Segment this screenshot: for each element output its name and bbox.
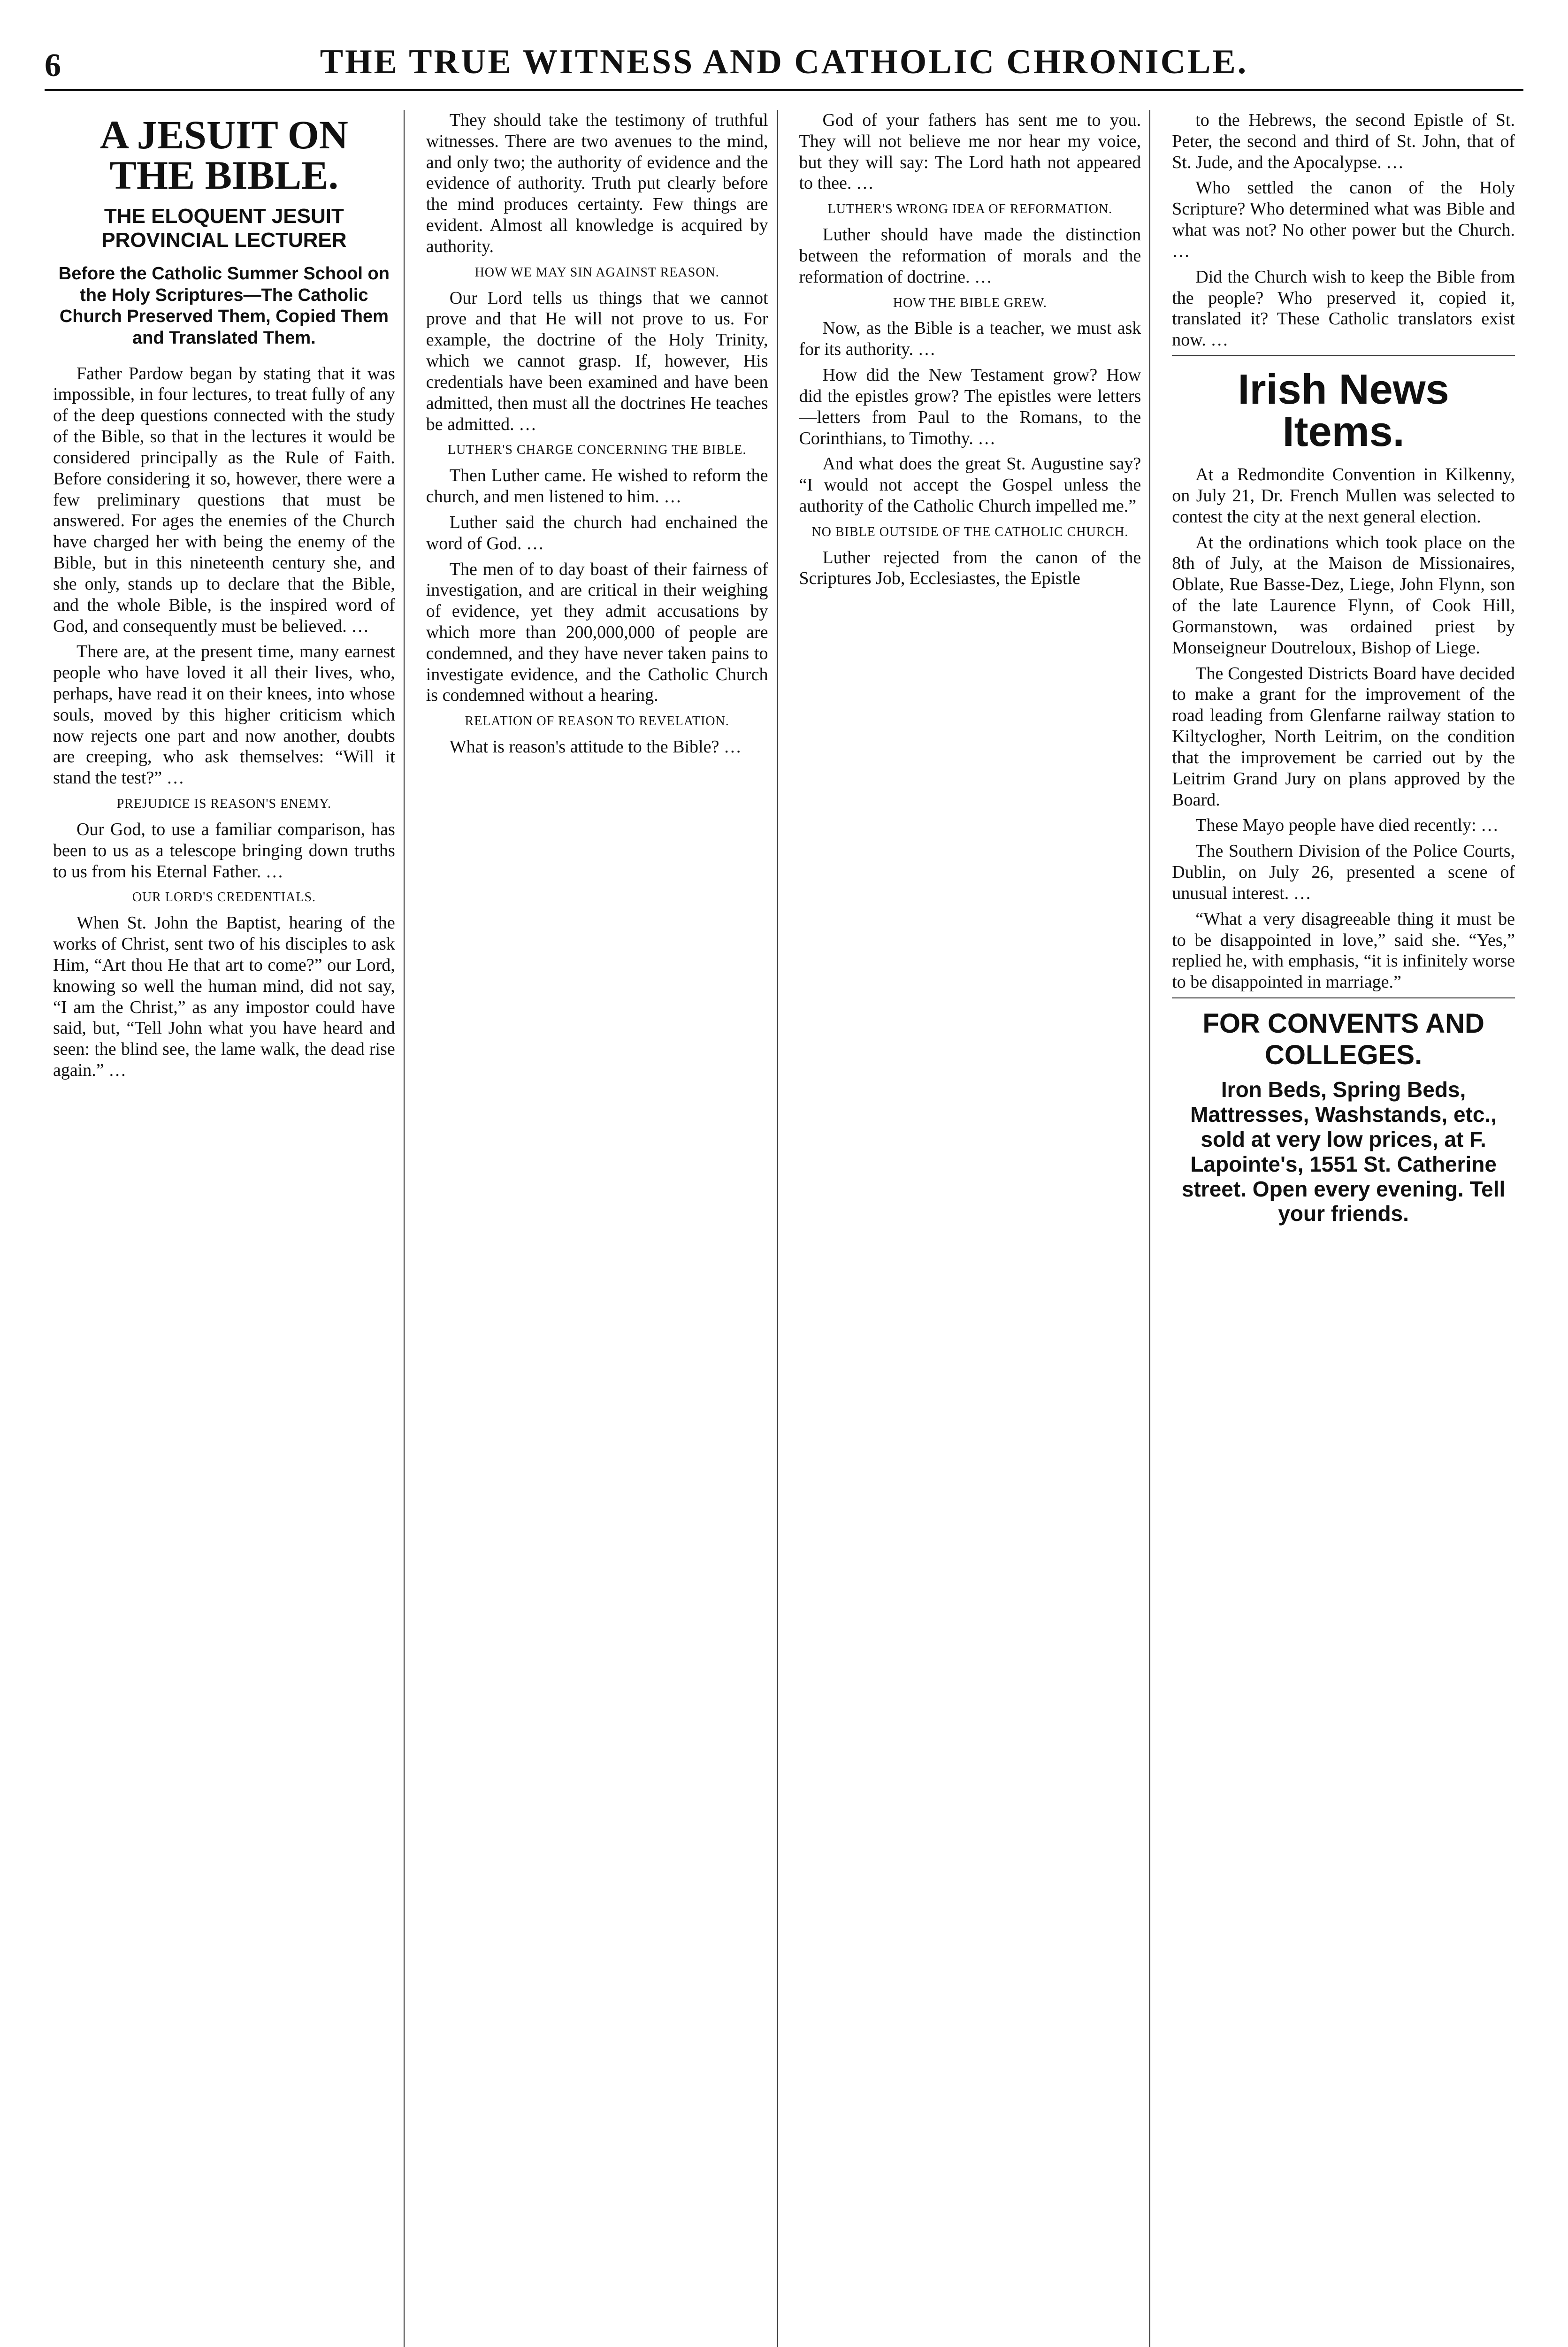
column-2 bbox=[418, 110, 778, 2347]
paragraph: Luther should have made the distinction between the reformation of morals and the reformation of doctrine. … bbox=[799, 225, 1141, 287]
article-col3-body bbox=[799, 110, 1141, 194]
news-item: At a Redmondite Convention in Kilkenny, on July 21, Dr. French Mullen was selected to contest the city at the next general election. bbox=[1172, 465, 1515, 527]
ad-heading: FOR CONVENTS AND COLLEGES. bbox=[1202, 1008, 1484, 1070]
article-col2-body-4 bbox=[426, 736, 768, 758]
columns bbox=[45, 110, 1523, 2347]
article-col1-body-2 bbox=[53, 819, 395, 882]
irish-news-heading: Irish News Items. bbox=[1238, 366, 1449, 456]
article-col3-body-3 bbox=[799, 318, 1141, 516]
paragraph: Father Pardow began by stating that it was impossible, in four lectures, to treat fully of any of the deep questions connected with the study of the Bible, so that in the lectures it would be considered principally as the Rule of Faith. Before considering it so, however, there were a few preliminary questions that must be answered. For ages the enemies of the Church have charged her with being the enemy of the Bible, but in this nineteenth century she, and she only, stands up to declare that the Bible, and the whole Bible, is the inspired word of God, and consequently must be believed. … bbox=[53, 363, 395, 636]
section-heading: HOW THE BIBLE GREW. bbox=[893, 295, 1047, 310]
article-col2-body bbox=[426, 110, 768, 257]
paragraph: God of your fathers has sent me to you. They will not believe me nor hear my voice, but they will say: The Lord hath not appeared to thee. … bbox=[799, 110, 1141, 193]
section-heading: NO BIBLE OUTSIDE OF THE CATHOLIC CHURCH. bbox=[811, 524, 1129, 539]
section-heading: HOW WE MAY SIN AGAINST REASON. bbox=[474, 265, 719, 280]
column-1 bbox=[45, 110, 405, 2347]
news-item: The Southern Division of the Police Courts, Dublin, on July 26, presented a scene of unusual interest. … bbox=[1172, 841, 1515, 903]
ad-body: Iron Beds, Spring Beds, Mattresses, Washstands, etc., sold at very low prices, at F. Lapointe's, 1551 St. Catherine street. Open every evening. Tell your friends. bbox=[1181, 1077, 1506, 1226]
article-col3-body-2 bbox=[799, 224, 1141, 287]
paragraph: And what does the great St. Augustine say? “I would not accept the Gospel unless the authority of the Catholic Church impelled me.” bbox=[799, 454, 1141, 516]
paper-title: THE TRUE WITNESS AND CATHOLIC CHRONICLE. bbox=[320, 43, 1248, 81]
paragraph: How did the New Testament grow? How did the epistles grow? The epistles were letters—letters from Paul to the Romans, to the Corinthians, to Timothy. … bbox=[799, 365, 1141, 448]
irish-news-body bbox=[1172, 464, 1515, 993]
news-item: The Congested Districts Board have decided to make a grant for the improvement of the road leading from Glenfarne railway station to Kiltyclogher, North Leitrim, on the condition that the improvement be carried out by the Leitrim Grand Jury on plans approved by the Board. bbox=[1172, 663, 1515, 810]
paragraph: to the Hebrews, the second Epistle of St. Peter, the second and third of St. John, that of St. Jude, and the Apocalypse. … bbox=[1172, 110, 1515, 172]
paragraph: What is reason's attitude to the Bible? … bbox=[449, 737, 742, 757]
news-item: “What a very disagreeable thing it must be to be disappointed in love,” said she. “Yes,” replied he, with emphasis, “it is infinitely worse to be disappointed in marriage.” bbox=[1172, 909, 1515, 992]
article-col1-body bbox=[53, 363, 395, 789]
article-col2-body-2 bbox=[426, 288, 768, 435]
section-heading: LUTHER'S CHARGE CONCERNING THE BIBLE. bbox=[447, 443, 747, 458]
section-heading: PREJUDICE IS REASON'S ENEMY. bbox=[116, 797, 331, 812]
paragraph: Luther rejected from the canon of the Scriptures Job, Ecclesiastes, the Epistle bbox=[799, 547, 1141, 589]
divider bbox=[1172, 997, 1515, 998]
column-3 bbox=[791, 110, 1151, 2347]
masthead bbox=[45, 33, 1523, 91]
paragraph: Did the Church wish to keep the Bible from the people? Who preserved it, copied it, translated it? These Catholic translators exist now. … bbox=[1172, 267, 1515, 350]
paragraph: Then Luther came. He wished to reform the church, and men listened to him. … bbox=[426, 466, 768, 507]
column-4 bbox=[1163, 110, 1523, 2347]
news-item: At the ordinations which took place on the 8th of July, at the Maison de Missionaires, Oblate, Rue Basse-Dez, Liege, John Flynn, son of the late Laurence Flynn, of Cook Hill, Gormanstown, was ordained priest by Monseigneur Doutreloux, Bishop of Liege. bbox=[1172, 532, 1515, 658]
news-item: These Mayo people have died recently: … bbox=[1195, 815, 1499, 836]
paragraph: There are, at the present time, many earnest people who have loved it all their lives, who, perhaps, have read it on their knees, into whose souls, moved by this higher criticism which now rejects one part and now another, doubts are creeping, who ask themselves: “Will it stand the test?” … bbox=[53, 642, 395, 788]
section-heading: LUTHER'S WRONG IDEA OF REFORMATION. bbox=[827, 202, 1113, 217]
paragraph: Our God, to use a familiar comparison, has been to us as a telescope bringing down truths to us from his Eternal Father. … bbox=[53, 819, 395, 882]
paragraph: When St. John the Baptist, hearing of the works of Christ, sent two of his disciples to ask Him, “Art thou He that art to come?” our Lord, knowing so well the human mind, did not say, “I am the Christ,” as any impostor could have said, but, “Tell John what you have heard and seen: the blind see, the lame walk, the dead rise again.” … bbox=[53, 913, 395, 1080]
paragraph: Now, as the Bible is a teacher, we must ask for its authority. … bbox=[799, 318, 1141, 360]
paragraph: They should take the testimony of truthful witnesses. There are two avenues to the mind, and only two; the authority of evidence and the evidence of authority. Truth put clearly before the mind produces certainty. Few things are evident. Almost all knowledge is acquired by authority. bbox=[426, 110, 768, 256]
article-subhead: THE ELOQUENT JESUIT PROVINCIAL LECTURER bbox=[101, 205, 347, 252]
paragraph: Our Lord tells us things that we cannot prove and that He will not prove to us. For example, the doctrine of the Holy Trinity, which we cannot grasp. If, however, His credentials have been examined and have been admitted, then must all the doctrines He teaches be admitted. … bbox=[426, 288, 768, 434]
section-heading: RELATION OF REASON TO REVELATION. bbox=[465, 714, 729, 729]
article-col2-body-3 bbox=[426, 465, 768, 706]
divider bbox=[1172, 355, 1515, 356]
page-number: 6 bbox=[45, 47, 61, 84]
article-deck: Before the Catholic Summer School on the Holy Scriptures—The Catholic Church Preserved Them, Copied Them and Translated Them. bbox=[58, 264, 390, 348]
section-heading: OUR LORD'S CREDENTIALS. bbox=[132, 890, 316, 905]
paragraph: Who settled the canon of the Holy Scripture? Who determined what was Bible and what was not? No other power but the Church. … bbox=[1172, 178, 1515, 261]
paragraph: The men of to day boast of their fairness of investigation, and are critical in their weighing of evidence, yet they admit accusations by which more than 200,000,000 of people are condemned, and they have never taken pains to investigate evidence, and the Catholic Church is condemned without a hearing. bbox=[426, 559, 768, 706]
article-headline: A JESUIT ON THE BIBLE. bbox=[99, 112, 348, 198]
paragraph: Luther said the church had enchained the word of God. … bbox=[426, 512, 768, 553]
article-col3-body-4 bbox=[799, 547, 1141, 590]
article-col1-body-3 bbox=[53, 913, 395, 1081]
article-col4-body bbox=[1172, 110, 1515, 351]
